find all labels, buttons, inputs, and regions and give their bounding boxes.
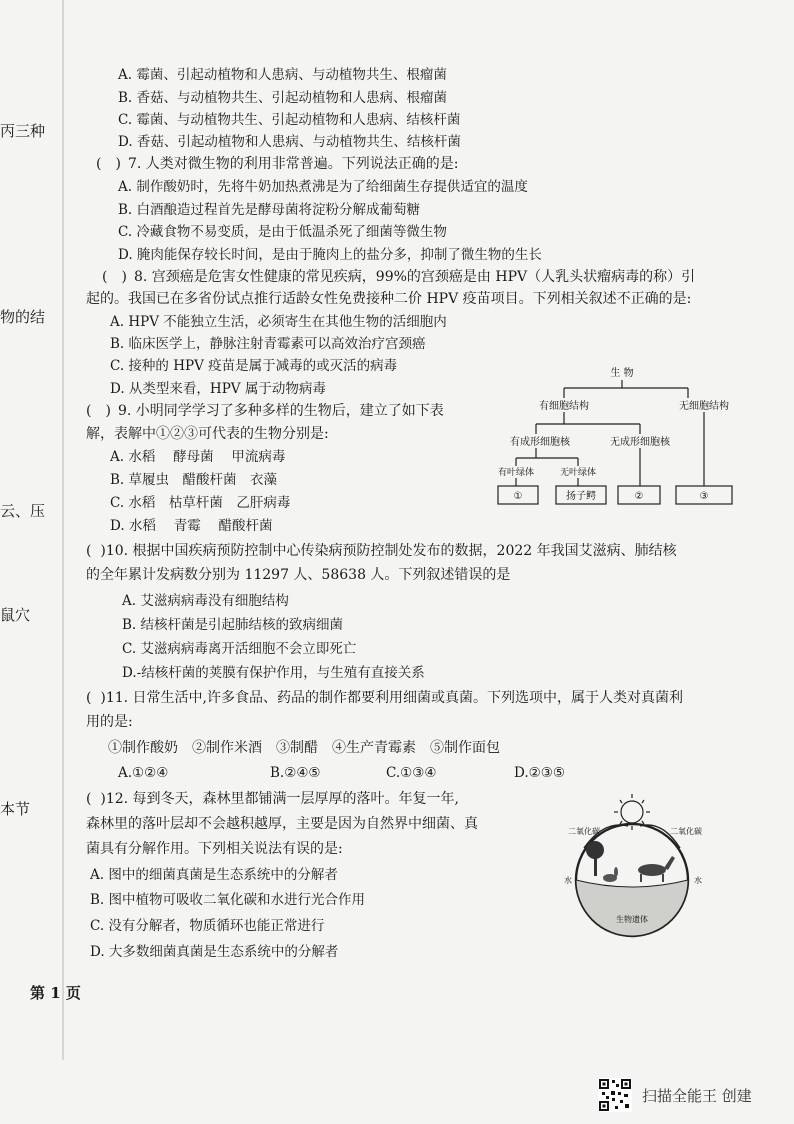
rabbit-icon <box>603 867 618 882</box>
q11-stem: ( )11. 日常生活中,许多食品、药品的制作都要利用细菌或真菌。下列选项中，属于人类对真菌利 <box>86 690 683 706</box>
qr-code-icon <box>598 1078 632 1112</box>
decomposer-label: 生物遗体 <box>616 915 648 924</box>
q6-option-b: B. 香菇、与动植物共生、引起动植物和人患病、根瘤菌 <box>118 90 448 106</box>
margin-fragment: 丙三种 <box>0 122 46 140</box>
tree-box-3: ② <box>634 491 644 502</box>
q10-option-c: C. 艾滋病病毒离开活细胞不会立即死亡 <box>122 641 357 657</box>
margin-fragment: 云、压 <box>0 502 46 520</box>
q7-stem: ( ) 7. 人类对微生物的利用非常普遍。下列说法正确的是: <box>96 156 459 172</box>
q11-option-c: C.①③④ <box>386 765 437 781</box>
q8-option-c: C. 接种的 HPV 疫苗是属于减毒的或灭活的病毒 <box>110 358 398 374</box>
q9-option-a: A. 水稻 酵母菌 甲流病毒 <box>110 449 286 465</box>
q9-stem-cont: 解，表解中①②③可代表的生物分别是: <box>86 426 329 442</box>
q11-option-b: B.②④⑤ <box>270 765 321 781</box>
q12-option-c: C. 没有分解者，物质循环也能正常进行 <box>90 918 325 934</box>
margin-fragment: 鼠穴 <box>0 606 31 624</box>
margin-fragment: 物的结 <box>0 308 46 326</box>
q6-option-d: D. 香菇、引起动植物和人患病、与动植物共生、结核杆菌 <box>118 134 461 150</box>
page-fold <box>62 0 64 1060</box>
q11-stem-cont: 用的是: <box>86 714 133 730</box>
q11-option-a: A.①②④ <box>118 765 169 781</box>
co2-label-left: 二氧化碳 <box>568 827 600 836</box>
q9-stem: ( ) 9. 小明同学学习了多种多样的生物后，建立了如下表 <box>86 403 444 419</box>
tree-chloro: 有叶绿体 <box>497 468 535 478</box>
answer-blank: ( ) <box>86 403 111 419</box>
q7-option-b: B. 白酒酿造过程首先是酵母菌将淀粉分解成葡萄糖 <box>118 202 421 218</box>
page-number: 第 1 页 <box>30 984 81 1002</box>
answer-blank: ( ) <box>96 156 121 172</box>
water-label-right: 水 <box>694 876 702 885</box>
tree-box-2: 扬子鳄 <box>566 491 596 502</box>
water-label-left: 水 <box>564 876 572 885</box>
q8-option-d: D. 从类型来看，HPV 属于动物病毒 <box>110 381 326 397</box>
classification-tree-diagram <box>494 362 744 512</box>
q6-option-c: C. 霉菌、与动植物共生、引起动植物和人患病、结核杆菌 <box>118 112 461 128</box>
q8-option-b: B. 临床医学上，静脉注射青霉素可以高效治疗宫颈癌 <box>110 336 426 352</box>
q10-option-b: B. 结核杆菌是引起肺结核的致病细菌 <box>122 617 344 633</box>
q9-option-d: D. 水稻 青霉 醋酸杆菌 <box>110 518 273 534</box>
q12-option-b: B. 图中植物可吸收二氧化碳和水进行光合作用 <box>90 892 366 908</box>
tree-box-1: ① <box>513 491 523 502</box>
q11-item-list: ①制作酸奶 ②制作米酒 ③制醋 ④生产青霉素 ⑤制作面包 <box>108 740 500 756</box>
margin-fragment: 本节 <box>0 800 31 818</box>
q8-stem-cont: 起的。我国已在多省份试点推行适龄女性免费接种二价 HPV 疫苗项目。下列相关叙述不正确的是: <box>86 291 692 307</box>
answer-blank: ( ) <box>102 269 127 285</box>
q12-stem-cont: 森林里的落叶层却不会越积越厚，主要是因为自然界中细菌、真 <box>86 816 478 832</box>
q10-stem: ( )10. 根据中国疾病预防控制中心传染病预防控制处发布的数据，2022 年我国艾滋病、肺结核 <box>86 543 677 559</box>
tree-cell: 有细胞结构 <box>539 401 589 412</box>
tree-nucleus: 有成形细胞核 <box>510 437 570 448</box>
q8-stem: ( ) 8. 宫颈癌是危害女性健康的常见疾病，99%的宫颈癌是由 HPV（人乳头状瘤病毒的称）引 <box>102 269 696 285</box>
tree-nochloro: 无叶绿体 <box>559 468 597 478</box>
q8-option-a: A. HPV 不能独立生活，必须寄生在其他生物的活细胞内 <box>110 314 447 330</box>
tree-nocell: 无细胞结构 <box>679 401 729 412</box>
q12-stem: ( )12. 每到冬天，森林里都铺满一层厚厚的落叶。年复一年, <box>86 791 460 807</box>
q10-stem-cont: 的全年累计发病数分别为 11297 人、58638 人。下列叙述错误的是 <box>86 567 511 583</box>
tree-root: 生 物 <box>610 368 634 379</box>
q12-option-d: D. 大多数细菌真菌是生态系统中的分解者 <box>90 944 339 960</box>
ecosystem-cycle-figure <box>536 790 736 940</box>
scanner-watermark <box>598 1078 752 1112</box>
co2-label-right: 二氧化碳 <box>670 827 702 836</box>
q10-option-d: D.-结核杆菌的荚膜有保护作用，与生殖有直接关系 <box>122 665 425 681</box>
q10-option-a: A. 艾滋病病毒没有细胞结构 <box>122 593 289 609</box>
q7-option-a: A. 制作酸奶时，先将牛奶加热煮沸是为了给细菌生存提供适宜的温度 <box>118 179 528 195</box>
deer-icon <box>638 856 675 882</box>
q7-option-c: C. 冷藏食物不易变质，是由于低温杀死了细菌等微生物 <box>118 224 447 240</box>
tree-nonucleus: 无成形细胞核 <box>610 437 670 448</box>
tree-box-4: ③ <box>699 491 709 502</box>
q9-option-c: C. 水稻 枯草杆菌 乙肝病毒 <box>110 495 291 511</box>
q12-option-a: A. 图中的细菌真菌是生态系统中的分解者 <box>90 867 338 883</box>
q6-option-a: A. 霉菌、引起动植物和人患病、与动植物共生、根瘤菌 <box>118 67 447 83</box>
q7-option-d: D. 腌肉能保存较长时间，是由于腌肉上的盐分多，抑制了微生物的生长 <box>118 247 542 263</box>
q11-option-d: D.②③⑤ <box>514 765 565 781</box>
scanner-label: 扫描全能王 创建 <box>642 1086 752 1105</box>
q12-stem-cont: 菌具有分解作用。下列相关说法有误的是: <box>86 841 343 857</box>
tree-icon <box>586 841 604 876</box>
q9-option-b: B. 草履虫 醋酸杆菌 衣藻 <box>110 472 278 488</box>
